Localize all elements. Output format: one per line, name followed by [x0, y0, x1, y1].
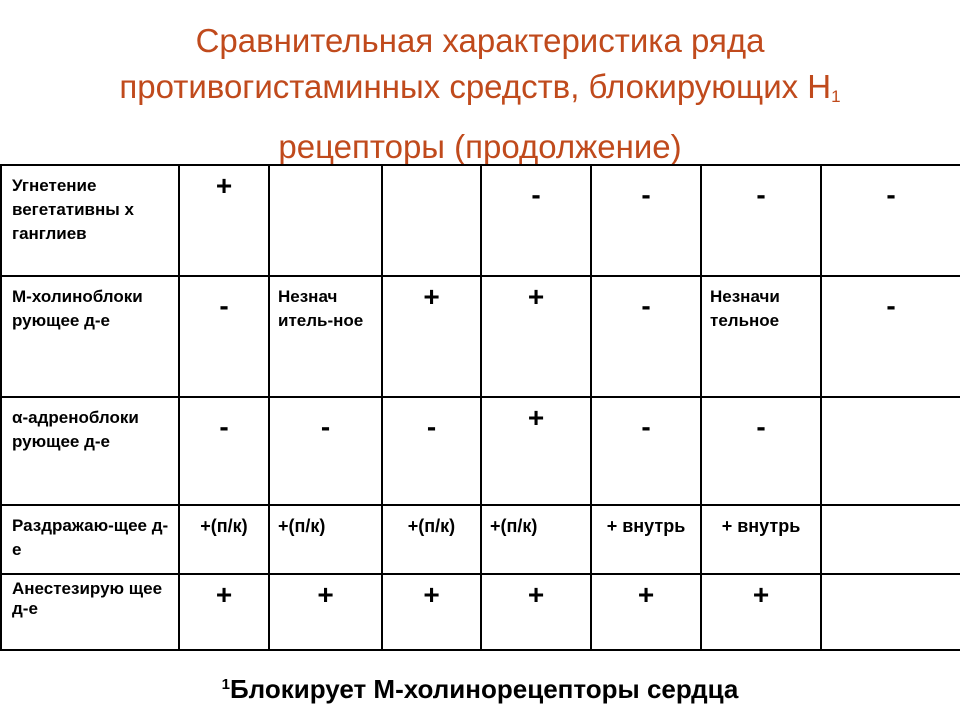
table-cell: + [269, 574, 382, 650]
title-line-3: рецепторы (продолжение) [278, 128, 682, 165]
table-cell: + внутрь [701, 505, 821, 574]
title-line-1: Сравнительная характеристика ряда [195, 22, 765, 59]
footnote-mark: 1 [221, 676, 230, 693]
table-cell [821, 397, 960, 505]
table-cell: +(п/к) [382, 505, 481, 574]
table-cell: - [179, 276, 269, 397]
table-cell: - [701, 397, 821, 505]
table-row [1, 505, 960, 574]
table-cell: + [179, 574, 269, 650]
title-line-2-text: противогистаминных средств, блокирующих Н [119, 68, 832, 105]
table-cell: + [591, 574, 701, 650]
table-cell [821, 574, 960, 650]
table-row [1, 397, 960, 505]
row-label-alpha-adrenoblocking: α-адреноблоки рующее д-е [1, 397, 179, 505]
table-cell [382, 165, 481, 276]
table-cell: + [481, 276, 591, 397]
footnote-text: Блокирует М-холинорецепторы сердца [229, 674, 739, 704]
table-cell: - [821, 165, 960, 276]
row-label-anesthetic: Анестезирую щее д-е [1, 574, 179, 650]
row-label-ganglia: Угнетение вегетативны х ганглиев [1, 165, 179, 276]
comparison-table [0, 164, 960, 651]
slide-title [0, 18, 960, 170]
table-cell: + [481, 397, 591, 505]
table-cell: - [179, 397, 269, 505]
table-cell: Незнач итель-ное [269, 276, 382, 397]
table-row [1, 276, 960, 397]
row-label-irritant: Раздражаю-щее д-е [1, 505, 179, 574]
table-cell [269, 165, 382, 276]
table-cell: - [591, 276, 701, 397]
table-cell: + [382, 574, 481, 650]
table-cell: Незначи тельное [701, 276, 821, 397]
footnote [0, 674, 960, 705]
row-label-m-cholinoblocking: М-холиноблоки рующее д-е [1, 276, 179, 397]
table-cell: +(п/к) [481, 505, 591, 574]
table-cell: - [821, 276, 960, 397]
table-cell: - [591, 165, 701, 276]
table-cell: - [591, 397, 701, 505]
title-subscript: 1 [831, 87, 841, 106]
table-cell [821, 505, 960, 574]
table-cell: - [269, 397, 382, 505]
table-cell: + [701, 574, 821, 650]
title-line-2 [0, 64, 960, 120]
table-cell: +(п/к) [269, 505, 382, 574]
table-cell: - [481, 165, 591, 276]
table-row [1, 165, 960, 276]
table-cell: + внутрь [591, 505, 701, 574]
table-cell: + [179, 165, 269, 276]
table-cell: + [382, 276, 481, 397]
table-cell: + [481, 574, 591, 650]
table-cell: - [382, 397, 481, 505]
table-row [1, 574, 960, 650]
table-cell: +(п/к) [179, 505, 269, 574]
table-cell: - [701, 165, 821, 276]
